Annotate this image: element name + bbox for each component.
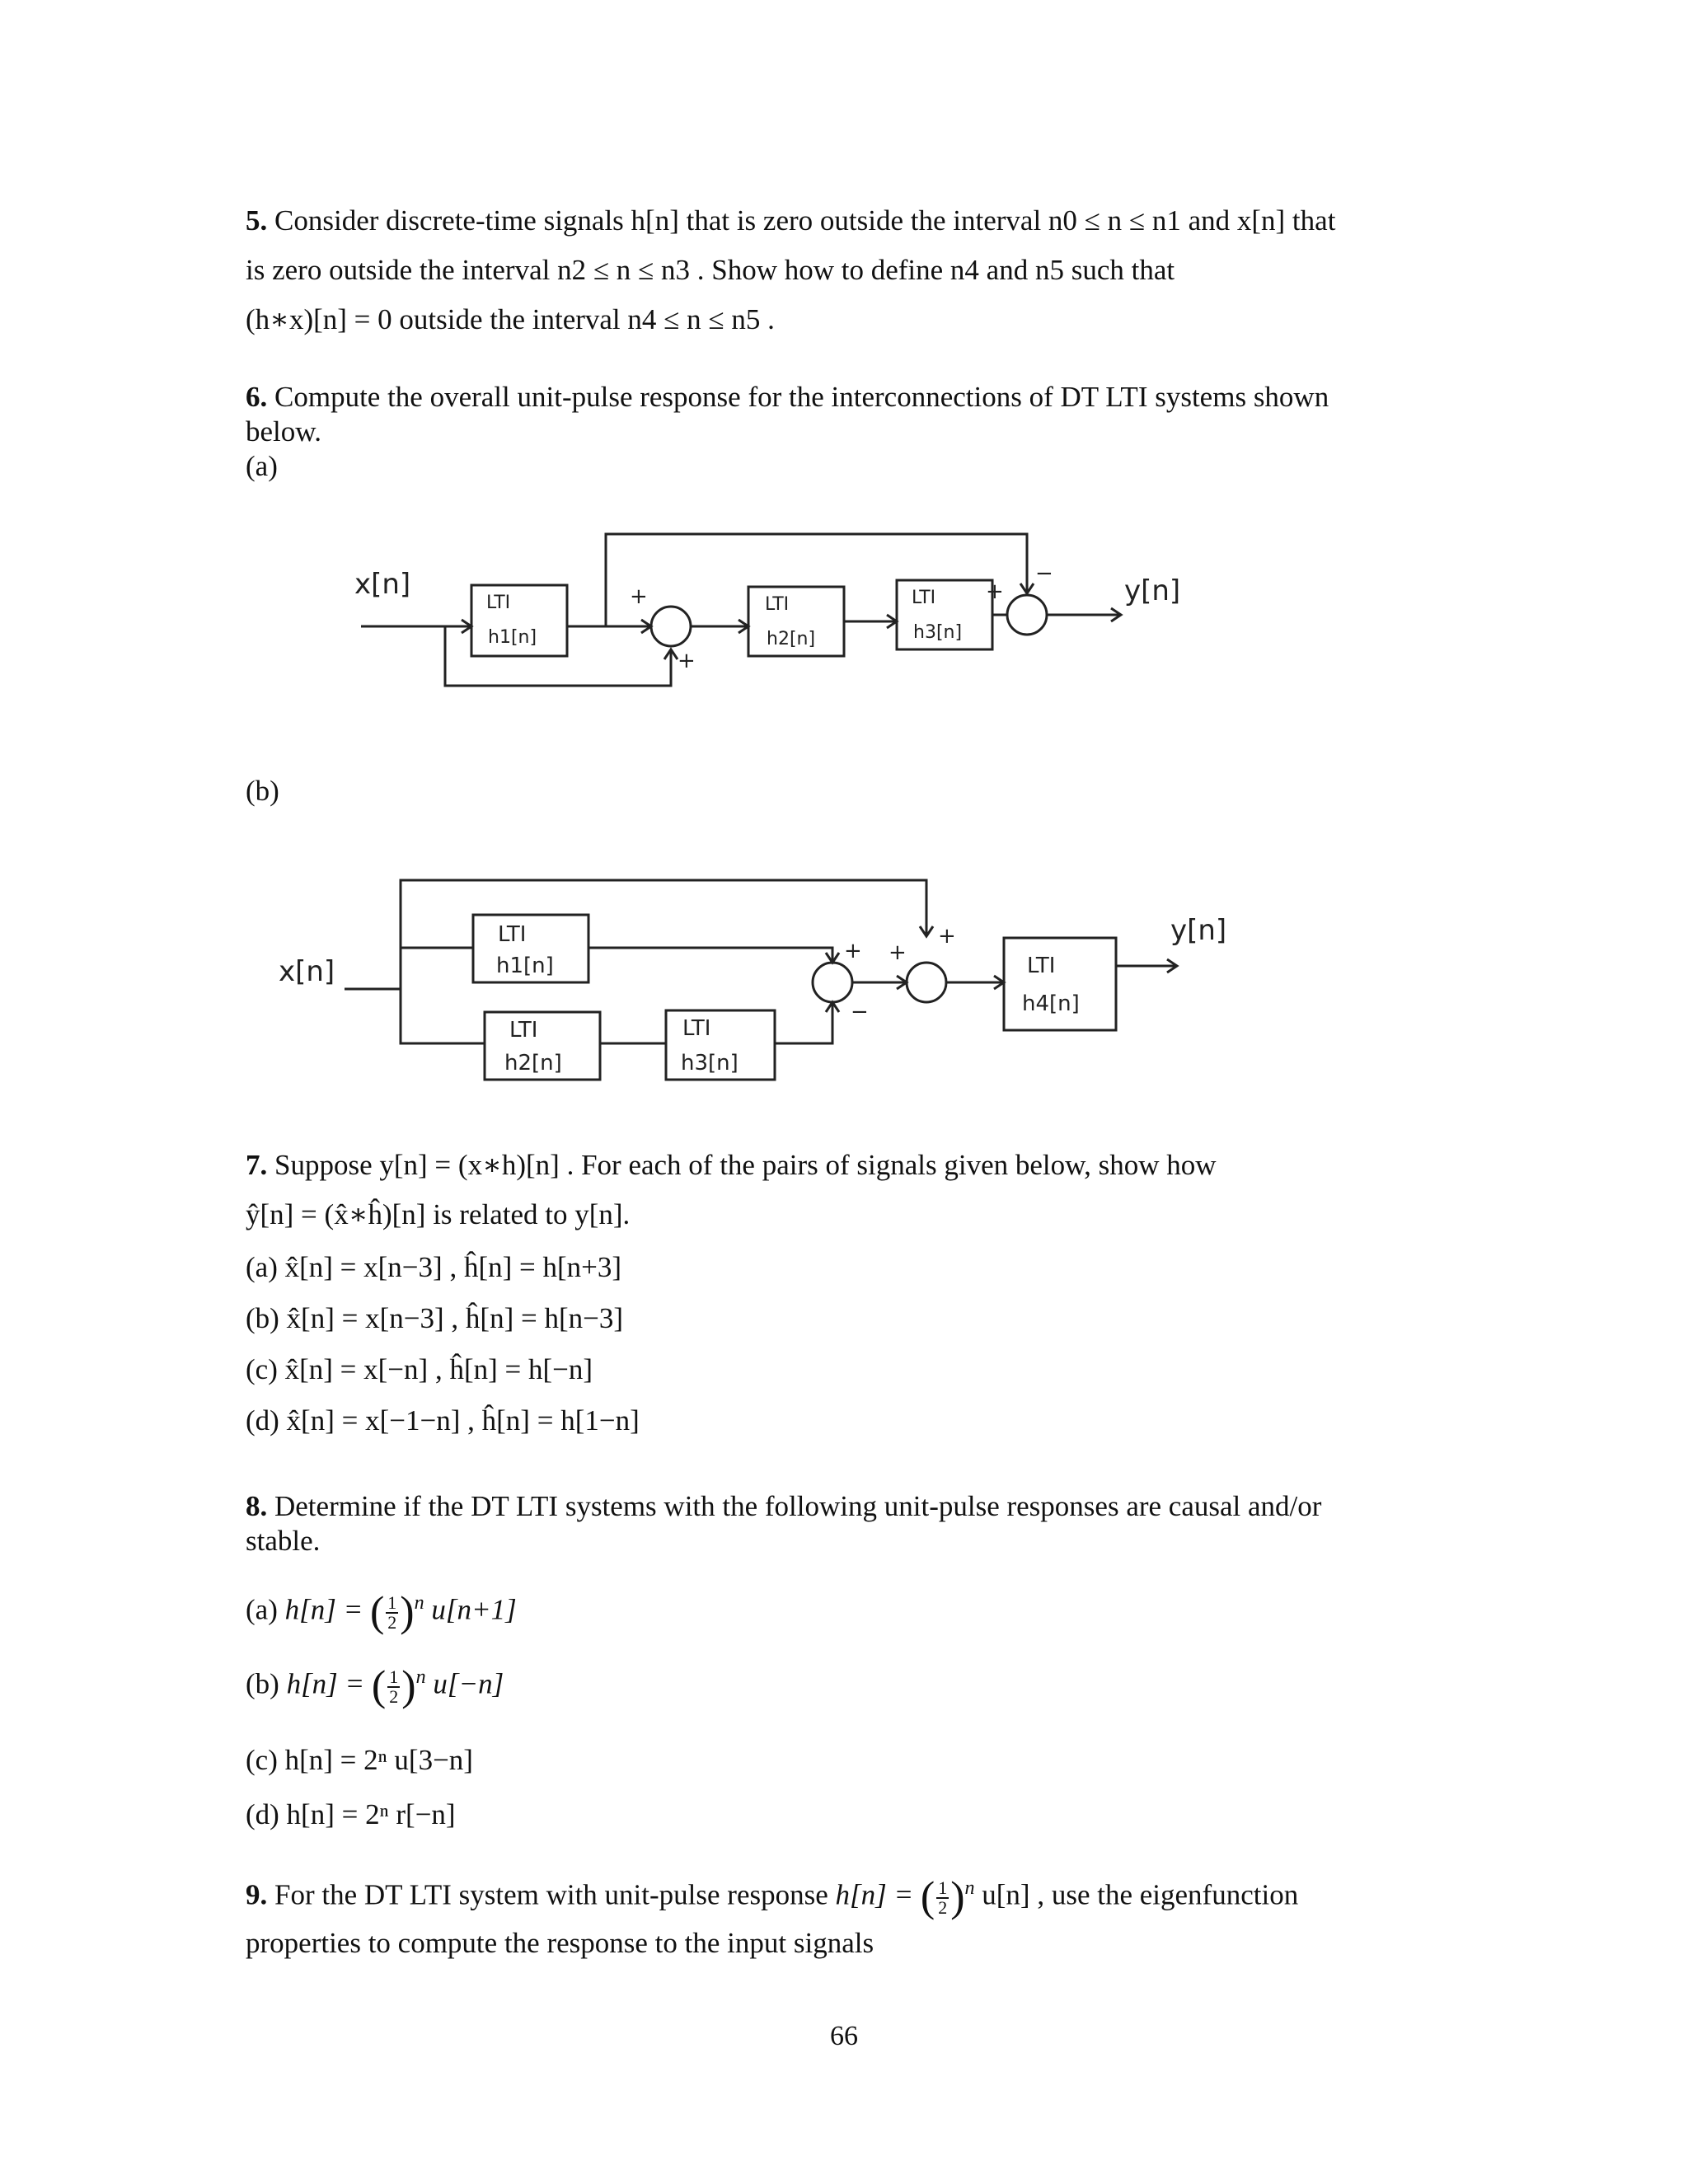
exponent: n: [414, 1592, 424, 1614]
problem-8-part-d: (d) h[n] = 2ⁿ r[−n]: [246, 1798, 456, 1830]
sum-junction-2-a: [1007, 595, 1047, 635]
page-number: 66: [830, 2021, 858, 2051]
block-diagram-b: [0, 857, 1688, 1104]
exponent: n: [415, 1666, 426, 1688]
problem-8-a-lhs: h[n] =: [284, 1593, 363, 1626]
sum1-b-sign-top: +: [844, 939, 862, 963]
block-h1-b-bottom: h1[n]: [496, 954, 554, 978]
problem-8-line-1: [246, 1488, 1321, 1525]
problem-6-line-2: below.: [246, 415, 322, 448]
problem-7-number: 7.: [246, 1149, 268, 1181]
sum1-a-sign-top: +: [630, 584, 648, 609]
sum-junction-2-b: [907, 963, 946, 1002]
block-h4-b: [1004, 938, 1116, 1030]
block-h2-a-bottom: h2[n]: [767, 629, 816, 649]
block-h4-b-bottom: h4[n]: [1022, 991, 1080, 1016]
diagram-a-output-label: y[n]: [1124, 574, 1181, 607]
block-h1-b-top: LTI: [498, 922, 527, 947]
block-h4-b-top: LTI: [1027, 954, 1056, 978]
problem-6-line-1: [246, 379, 1329, 415]
sum2-a-sign-top: −: [1035, 561, 1053, 586]
block-h1-a-bottom: h1[n]: [488, 627, 537, 648]
sum-junction-1-b: [813, 963, 852, 1002]
paren-close: ): [400, 1588, 415, 1636]
problem-9-number: 9.: [246, 1878, 268, 1911]
problem-8-text-1: Determine if the DT LTI systems with the following unit-pulse responses are causal and/or: [274, 1490, 1322, 1522]
problem-9-rhs: u[n] , use the eigenfunction: [982, 1878, 1299, 1911]
diagram-b-input-label: x[n]: [279, 955, 335, 988]
exponent: n: [964, 1877, 975, 1899]
fraction: $\frac{1}{2}$: [389, 1666, 399, 1707]
sum2-b-sign-left: +: [889, 940, 907, 965]
problem-5-line-3: (h∗x)[n] = 0 outside the interval n4 ≤ n ≤ n5 .: [246, 303, 775, 335]
problem-7-part-b: (b) x̂[n] = x[n−3] , ĥ[n] = h[n−3]: [246, 1302, 624, 1334]
fraction: $\frac{1}{2}$: [387, 1591, 397, 1633]
problem-6-label-a: (a): [246, 450, 278, 482]
problem-8-a-label: (a): [246, 1593, 278, 1626]
problem-8-number: 8.: [246, 1490, 268, 1522]
paren-open: (: [369, 1588, 385, 1636]
block-h2-b-bottom: h2[n]: [504, 1051, 562, 1076]
problem-8-a-rhs: u[n+1]: [431, 1593, 517, 1626]
paren-open: (: [920, 1873, 935, 1921]
problem-8-b-lhs: h[n] =: [286, 1667, 365, 1700]
block-h2-a-top: LTI: [765, 594, 790, 615]
sum2-a-sign-left: +: [986, 579, 1004, 604]
problem-6-number: 6.: [246, 381, 268, 413]
problem-9-line-2: properties to compute the response to the input signals: [246, 1927, 874, 1959]
block-diagram-a: [0, 511, 1688, 709]
diagram-a-input-label: x[n]: [354, 568, 411, 601]
block-h2-b-top: LTI: [509, 1018, 538, 1043]
problem-8-part-c: (c) h[n] = 2ⁿ u[3−n]: [246, 1744, 473, 1776]
paren-open: (: [371, 1662, 387, 1710]
problem-8-line-2: stable.: [246, 1525, 321, 1557]
problem-8-b-label: (b): [246, 1667, 279, 1700]
paren-close: ): [950, 1873, 965, 1921]
problem-7-part-c: (c) x̂[n] = x[−n] , ĥ[n] = h[−n]: [246, 1353, 593, 1385]
problem-7-line-1: [246, 1147, 1217, 1183]
block-h3-a-bottom: h3[n]: [913, 622, 963, 643]
problem-5-line-1: [246, 203, 1335, 239]
problem-7-part-a: (a) x̂[n] = x[n−3] , ĥ[n] = h[n+3]: [246, 1251, 622, 1283]
problem-8-part-b: [246, 1648, 504, 1716]
problem-9-lhs: h[n] =: [835, 1878, 914, 1911]
sum1-b-sign-bottom: −: [851, 1000, 869, 1024]
sum-junction-1-a: [651, 607, 691, 646]
block-h3-b-top: LTI: [682, 1016, 711, 1041]
block-h3-a-top: LTI: [912, 588, 936, 608]
problem-6-label-b: (b): [246, 775, 279, 807]
problem-5-line-2: is zero outside the interval n2 ≤ n ≤ n3 . Show how to define n4 and n5 such that: [246, 254, 1175, 286]
problem-6-text-1: Compute the overall unit-pulse response for the interconnections of DT LTI systems shown: [274, 381, 1329, 413]
problem-7-line-2: ŷ[n] = (x̂∗ĥ)[n] is related to y[n].: [246, 1198, 631, 1230]
block-h1-a-top: LTI: [486, 593, 511, 613]
sum1-a-sign-bottom: +: [678, 649, 696, 673]
problem-8-b-rhs: u[−n]: [433, 1667, 504, 1700]
problem-9-line-1: [246, 1859, 1298, 1927]
paren-close: ): [401, 1662, 416, 1710]
problem-5-text-1: Consider discrete-time signals h[n] that is zero outside the interval n0 ≤ n ≤ n1 and x[n] that: [274, 204, 1336, 237]
problem-7-text-1: Suppose y[n] = (x∗h)[n] . For each of the pairs of signals given below, show how: [274, 1149, 1217, 1181]
block-h3-b-bottom: h3[n]: [681, 1051, 738, 1076]
sum2-b-sign-top: +: [938, 924, 956, 949]
problem-8-part-a: [246, 1574, 517, 1642]
problem-9-text-1: For the DT LTI system with unit-pulse response: [274, 1878, 828, 1911]
problem-7-part-d: (d) x̂[n] = x[−1−n] , ĥ[n] = h[1−n]: [246, 1404, 640, 1436]
diagram-b-output-label: y[n]: [1170, 914, 1227, 947]
problem-5-number: 5.: [246, 204, 268, 237]
fraction: $\frac{1}{2}$: [938, 1877, 948, 1918]
